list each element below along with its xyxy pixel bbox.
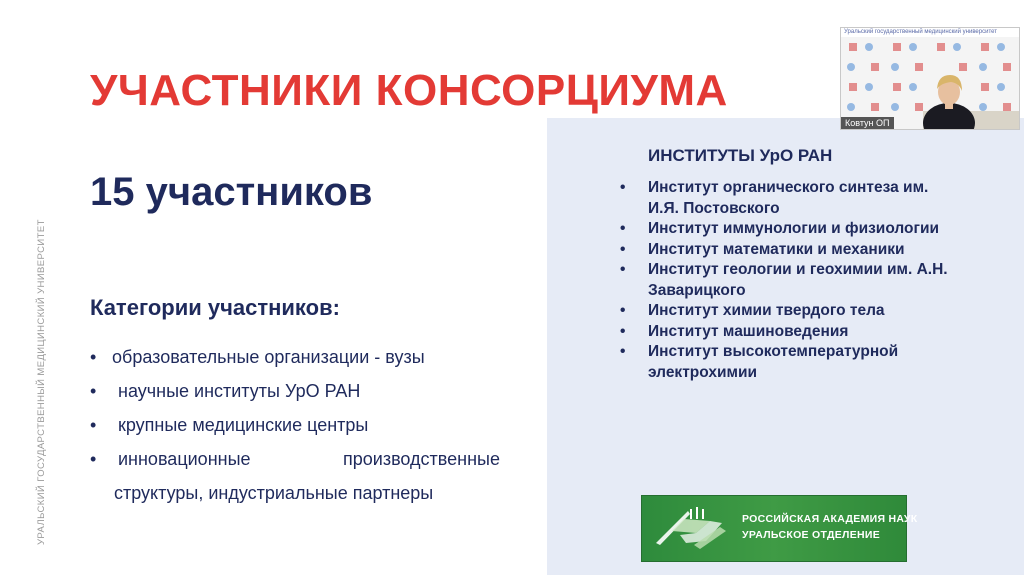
slide-title: УЧАСТНИКИ КОНСОРЦИУМА xyxy=(90,66,728,115)
institutes-heading: ИНСТИТУТЫ УрО РАН xyxy=(648,146,833,165)
bullet-icon: • xyxy=(90,415,97,435)
category-label: производственные xyxy=(343,449,500,469)
list-item xyxy=(90,442,510,476)
list-item xyxy=(90,408,510,442)
ras-emblem-icon xyxy=(650,501,730,556)
institute-label: Институт органического синтеза им. И.Я. Постовского xyxy=(648,179,929,217)
institute-label: Институт математики и механики xyxy=(648,240,905,258)
bullet-icon: • xyxy=(620,261,626,278)
list-item xyxy=(620,178,960,219)
participant-name-label: Ковтун ОП xyxy=(841,117,894,129)
institute-label: Институт машиноведения xyxy=(648,322,849,340)
list-item xyxy=(90,340,510,374)
list-item xyxy=(620,342,960,383)
institutes-list xyxy=(620,178,960,383)
list-item xyxy=(620,301,960,322)
list-item xyxy=(620,260,960,301)
side-university-label: УРАЛЬСКИЙ ГОСУДАРСТВЕННЫЙ МЕДИЦИНСКИЙ УНИВЕРСИТЕТ xyxy=(36,219,47,545)
category-label: крупные медицинские центры xyxy=(118,415,369,435)
list-item xyxy=(620,219,960,240)
logo-line-2: УРАЛЬСКОЕ ОТДЕЛЕНИЕ xyxy=(742,529,881,541)
bullet-icon: • xyxy=(90,449,97,469)
participants-count: 15 участников xyxy=(90,170,373,214)
category-label: образовательные организации - вузы xyxy=(112,347,425,367)
category-continuation: структуры, индустриальные партнеры xyxy=(114,483,434,503)
logo-line-1: РОССИЙСКАЯ АКАДЕМИЯ НАУК xyxy=(742,513,918,525)
bullet-icon: • xyxy=(620,302,626,319)
list-item xyxy=(620,240,960,261)
bullet-icon: • xyxy=(90,381,97,401)
bullet-icon: • xyxy=(620,322,626,340)
institute-label: Институт геологии и геохимии им. А.Н. Заварицкого xyxy=(648,261,948,299)
categories-list xyxy=(90,340,510,510)
institute-label: Институт иммунологии и физиологии xyxy=(648,220,940,237)
bullet-icon: • xyxy=(620,343,626,360)
bullet-icon: • xyxy=(90,347,97,367)
bullet-icon: • xyxy=(620,240,626,258)
bullet-icon: • xyxy=(620,220,626,237)
institute-label: Институт высокотемпературной электрохимии xyxy=(648,343,899,381)
category-label: инновационные xyxy=(118,449,251,469)
categories-heading: Категории участников: xyxy=(90,295,340,320)
institute-label: Институт химии твердого тела xyxy=(648,302,885,319)
list-item xyxy=(90,374,510,408)
category-label: научные институты УрО РАН xyxy=(118,381,361,401)
list-item xyxy=(620,322,960,343)
presenter-video-icon xyxy=(841,37,1019,129)
bullet-icon: • xyxy=(620,179,626,196)
video-banner-text: Уральский государственный медицинский университет xyxy=(841,28,1020,37)
ras-ural-branch-logo xyxy=(641,495,918,562)
video-thumbnail[interactable] xyxy=(840,27,1020,130)
